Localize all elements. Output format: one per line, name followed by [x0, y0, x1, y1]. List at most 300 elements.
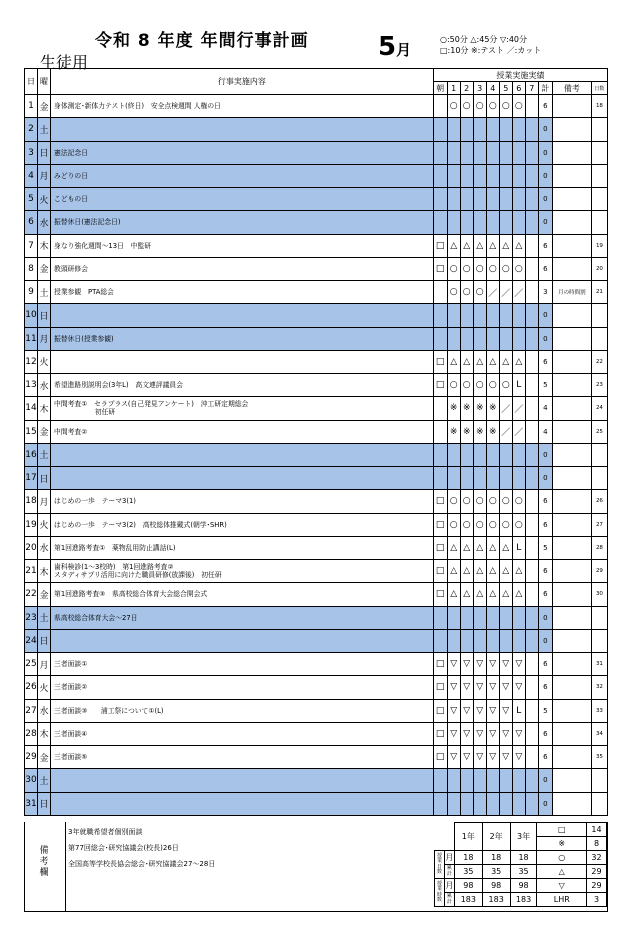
morning-mark: □: [433, 583, 447, 606]
period-mark: ※: [447, 420, 460, 443]
morning-mark: □: [433, 722, 447, 745]
event-text: [51, 304, 434, 327]
period-mark: [486, 792, 499, 815]
weekday: 土: [38, 443, 51, 466]
day-number: 2: [25, 118, 38, 141]
day-count: 19: [591, 234, 607, 257]
morning-mark: □: [433, 374, 447, 397]
period-mark: [486, 164, 499, 187]
period-mark: ○: [486, 374, 499, 397]
remark: [552, 304, 591, 327]
event-text: 教頭研修会: [51, 257, 434, 280]
day-number: 31: [25, 792, 38, 815]
morning-mark: [433, 443, 447, 466]
period-total: 6: [538, 676, 552, 699]
period-total: 0: [538, 211, 552, 234]
stats-symbol-count: 29: [587, 879, 607, 893]
period-mark: ▽: [460, 722, 473, 745]
table-row: [25, 141, 608, 164]
period-mark: [473, 164, 486, 187]
stats-cumulative-label: 累計: [444, 893, 454, 907]
day-number: 14: [25, 397, 38, 420]
remark: [552, 629, 591, 652]
stats-days-cum-2: 35: [482, 865, 510, 879]
event-text: 中間考査②: [51, 420, 434, 443]
header-classes-group: 授業実施実績: [433, 69, 607, 82]
weekday: 月: [38, 653, 51, 676]
stats-days-month-3: 18: [510, 851, 537, 865]
period-mark: [499, 629, 512, 652]
table-row: [25, 234, 608, 257]
period-mark: [525, 583, 538, 606]
period-mark: △: [499, 234, 512, 257]
period-mark: [486, 188, 499, 211]
period-mark: [525, 769, 538, 792]
period-mark: [486, 769, 499, 792]
period-mark: ▽: [486, 699, 499, 722]
remark: [552, 374, 591, 397]
weekday: 木: [38, 397, 51, 420]
remark: [552, 234, 591, 257]
page-title: 令和 8 年度 年間行事計画: [95, 31, 309, 51]
period-total: 0: [538, 606, 552, 629]
event-text: 三者面談②: [51, 676, 434, 699]
period-mark: ／: [499, 420, 512, 443]
stats-symbol: □: [537, 823, 587, 837]
period-total: 5: [538, 374, 552, 397]
remark: [552, 467, 591, 490]
period-mark: △: [460, 560, 473, 583]
morning-mark: □: [433, 676, 447, 699]
header-day-count: 日数: [591, 82, 607, 95]
period-mark: [525, 536, 538, 559]
period-mark: ○: [512, 513, 525, 536]
remark: [552, 769, 591, 792]
remark: [552, 327, 591, 350]
day-number: 1: [25, 95, 38, 118]
period-mark: [499, 443, 512, 466]
day-count: 31: [591, 653, 607, 676]
month-label: [378, 32, 411, 62]
morning-mark: □: [433, 490, 447, 513]
event-text: [51, 769, 434, 792]
period-total: 5: [538, 536, 552, 559]
day-count: [591, 792, 607, 815]
period-total: 6: [538, 560, 552, 583]
period-mark: ▽: [473, 676, 486, 699]
period-mark: ／: [499, 397, 512, 420]
weekday: 水: [38, 699, 51, 722]
day-number: 23: [25, 606, 38, 629]
period-mark: ▽: [512, 676, 525, 699]
morning-mark: [433, 281, 447, 304]
period-mark: ○: [473, 490, 486, 513]
period-mark: [460, 118, 473, 141]
period-total: 6: [538, 350, 552, 373]
period-mark: [525, 676, 538, 699]
remark: [552, 699, 591, 722]
period-mark: ○: [460, 281, 473, 304]
period-mark: [525, 164, 538, 187]
header-period-7: 7: [525, 82, 538, 95]
period-mark: ▽: [499, 746, 512, 769]
period-mark: ○: [486, 95, 499, 118]
period-total: 5: [538, 699, 552, 722]
period-total: 0: [538, 304, 552, 327]
day-number: 30: [25, 769, 38, 792]
period-mark: [499, 304, 512, 327]
day-number: 9: [25, 281, 38, 304]
table-row: [25, 467, 608, 490]
weekday: 土: [38, 118, 51, 141]
stats-table: [434, 822, 607, 907]
period-mark: [460, 304, 473, 327]
period-mark: [447, 188, 460, 211]
weekday: 火: [38, 513, 51, 536]
table-row: [25, 281, 608, 304]
period-mark: [499, 606, 512, 629]
month-unit: 月: [396, 41, 412, 59]
period-total: 0: [538, 792, 552, 815]
period-mark: [447, 769, 460, 792]
period-mark: [447, 629, 460, 652]
period-mark: [473, 304, 486, 327]
period-total: 6: [538, 234, 552, 257]
period-mark: [447, 141, 460, 164]
period-mark: ▽: [447, 722, 460, 745]
period-mark: ※: [460, 420, 473, 443]
remark: [552, 141, 591, 164]
event-text: 三者面談④: [51, 722, 434, 745]
weekday: 日: [38, 304, 51, 327]
remarks-label-cell: [25, 822, 66, 911]
period-mark: ○: [447, 257, 460, 280]
remarks-notes: [68, 824, 215, 872]
morning-mark: □: [433, 536, 447, 559]
period-mark: △: [486, 583, 499, 606]
period-mark: [460, 141, 473, 164]
period-mark: [473, 606, 486, 629]
period-mark: ▽: [512, 722, 525, 745]
remark: 月の時間割: [552, 281, 591, 304]
stats-cumulative-label: 累計: [444, 865, 454, 879]
stats-symbol: ○: [537, 851, 587, 865]
period-mark: ▽: [512, 746, 525, 769]
morning-mark: [433, 467, 447, 490]
header-period-5: 5: [499, 82, 512, 95]
period-mark: ○: [512, 257, 525, 280]
period-mark: [512, 141, 525, 164]
event-text: [51, 629, 434, 652]
header-period-6: 6: [512, 82, 525, 95]
legend-line-2: □:10分 ※:テスト ／:カット: [440, 46, 542, 55]
period-mark: △: [473, 234, 486, 257]
day-number: 24: [25, 629, 38, 652]
day-count: [591, 164, 607, 187]
period-mark: [447, 792, 460, 815]
weekday: 金: [38, 95, 51, 118]
stats-symbol: △: [537, 865, 587, 879]
period-mark: ▽: [512, 653, 525, 676]
header-weekday: 曜: [38, 69, 51, 95]
morning-mark: [433, 95, 447, 118]
event-text: 中間考査① セラプラス(自己発見アンケート) 沖工研定期総会 初任研: [51, 397, 434, 420]
stats-hours-month-3: 98: [510, 879, 537, 893]
period-mark: [460, 467, 473, 490]
weekday: 木: [38, 722, 51, 745]
table-row: [25, 560, 608, 583]
table-row: [25, 583, 608, 606]
period-total: 0: [538, 164, 552, 187]
morning-mark: [433, 769, 447, 792]
period-mark: △: [460, 234, 473, 257]
period-mark: ※: [486, 397, 499, 420]
event-text: [51, 467, 434, 490]
table-row: [25, 443, 608, 466]
period-mark: [512, 769, 525, 792]
stats-symbol: ▽: [537, 879, 587, 893]
remark: [552, 211, 591, 234]
period-mark: ／: [512, 420, 525, 443]
period-mark: ○: [473, 257, 486, 280]
weekday: 金: [38, 583, 51, 606]
period-mark: [447, 606, 460, 629]
event-text: 第1回進路考査③ 県高校総合体育大会総合開会式: [51, 583, 434, 606]
weekday: 木: [38, 234, 51, 257]
period-mark: ▽: [473, 653, 486, 676]
remark: [552, 722, 591, 745]
event-text: 三者面談③ 浦工祭について①(L): [51, 699, 434, 722]
header-period-3: 3: [473, 82, 486, 95]
period-mark: ※: [473, 420, 486, 443]
weekday: 土: [38, 606, 51, 629]
table-row: [25, 95, 608, 118]
stats-grade-3: 3年: [510, 823, 537, 851]
period-mark: ▽: [499, 699, 512, 722]
period-total: 6: [538, 95, 552, 118]
event-text: 希望進路別説明会(3年L) 高文連評議員会: [51, 374, 434, 397]
table-row: [25, 257, 608, 280]
table-row: [25, 513, 608, 536]
period-mark: [486, 629, 499, 652]
period-mark: [499, 164, 512, 187]
remark: [552, 746, 591, 769]
period-mark: [525, 397, 538, 420]
morning-mark: [433, 397, 447, 420]
day-number: 20: [25, 536, 38, 559]
table-row: [25, 397, 608, 420]
table-row: [25, 350, 608, 373]
day-count: [591, 188, 607, 211]
event-text: 三者面談①: [51, 653, 434, 676]
period-mark: [460, 443, 473, 466]
event-text: [51, 118, 434, 141]
stats-corner: [435, 823, 455, 851]
weekday: 金: [38, 746, 51, 769]
weekday: 金: [38, 420, 51, 443]
stats-grade-1: 1年: [454, 823, 482, 851]
period-mark: [525, 257, 538, 280]
day-number: 7: [25, 234, 38, 257]
period-mark: ▽: [473, 699, 486, 722]
period-mark: [499, 769, 512, 792]
period-mark: [499, 211, 512, 234]
period-mark: [473, 769, 486, 792]
remark: [552, 164, 591, 187]
stats-symbol: ※: [537, 837, 587, 851]
day-count: 20: [591, 257, 607, 280]
weekday: 木: [38, 560, 51, 583]
stats-symbol-count: 8: [587, 837, 607, 851]
event-text: 振替休日(憲法記念日): [51, 211, 434, 234]
period-mark: ○: [473, 513, 486, 536]
weekday: 火: [38, 188, 51, 211]
morning-mark: □: [433, 513, 447, 536]
event-text: こどもの日: [51, 188, 434, 211]
period-mark: ○: [512, 490, 525, 513]
period-mark: ○: [499, 513, 512, 536]
stats-hours-cum-1: 183: [454, 893, 482, 907]
period-mark: △: [512, 560, 525, 583]
stats-symbol-count: 32: [587, 851, 607, 865]
period-mark: [447, 118, 460, 141]
weekday: 水: [38, 374, 51, 397]
period-mark: △: [447, 350, 460, 373]
weekday: 水: [38, 211, 51, 234]
period-total: 0: [538, 467, 552, 490]
day-number: 26: [25, 676, 38, 699]
stats-symbol-count: 14: [587, 823, 607, 837]
period-mark: △: [460, 536, 473, 559]
stats-days-month-1: 18: [454, 851, 482, 865]
period-mark: △: [499, 536, 512, 559]
period-mark: ※: [486, 420, 499, 443]
morning-mark: □: [433, 350, 447, 373]
stats-days-cum-3: 35: [510, 865, 537, 879]
period-mark: [525, 350, 538, 373]
period-mark: ○: [460, 257, 473, 280]
period-mark: [473, 792, 486, 815]
remarks-footer: [24, 822, 608, 912]
day-count: [591, 327, 607, 350]
day-count: [591, 304, 607, 327]
weekday: 月: [38, 327, 51, 350]
period-mark: [525, 304, 538, 327]
period-mark: [486, 211, 499, 234]
header-morning: 朝: [433, 82, 447, 95]
period-mark: [473, 467, 486, 490]
period-mark: △: [473, 560, 486, 583]
day-number: 6: [25, 211, 38, 234]
stats-symbol-count: 3: [587, 893, 607, 907]
period-mark: [512, 629, 525, 652]
table-row: [25, 304, 608, 327]
day-count: 24: [591, 397, 607, 420]
remark: [552, 490, 591, 513]
remark: [552, 118, 591, 141]
event-text: 振替休日(授業参観): [51, 327, 434, 350]
period-mark: ▽: [486, 676, 499, 699]
header-period-1: 1: [447, 82, 460, 95]
table-row: [25, 490, 608, 513]
period-mark: ▽: [447, 699, 460, 722]
stats-hours-month-2: 98: [482, 879, 510, 893]
period-mark: ▽: [486, 722, 499, 745]
event-text: [51, 443, 434, 466]
period-mark: [525, 443, 538, 466]
period-total: 0: [538, 769, 552, 792]
day-count: 27: [591, 513, 607, 536]
period-mark: △: [499, 350, 512, 373]
period-mark: △: [486, 560, 499, 583]
period-mark: ▽: [447, 676, 460, 699]
period-mark: [447, 211, 460, 234]
table-row: [25, 374, 608, 397]
period-mark: ○: [499, 95, 512, 118]
period-mark: [499, 118, 512, 141]
day-number: 22: [25, 583, 38, 606]
period-mark: [512, 327, 525, 350]
morning-mark: [433, 304, 447, 327]
period-total: 0: [538, 118, 552, 141]
day-count: 22: [591, 350, 607, 373]
period-mark: [525, 792, 538, 815]
morning-mark: □: [433, 560, 447, 583]
stats-hours-cum-3: 183: [510, 893, 537, 907]
period-mark: [460, 211, 473, 234]
period-mark: L: [512, 536, 525, 559]
period-mark: ○: [499, 374, 512, 397]
day-number: 10: [25, 304, 38, 327]
period-mark: [525, 722, 538, 745]
period-mark: ○: [447, 95, 460, 118]
period-mark: [486, 304, 499, 327]
day-number: 5: [25, 188, 38, 211]
period-mark: ○: [473, 281, 486, 304]
day-number: 19: [25, 513, 38, 536]
period-mark: [525, 490, 538, 513]
morning-mark: [433, 792, 447, 815]
period-mark: △: [499, 583, 512, 606]
morning-mark: [433, 164, 447, 187]
event-text: 歯科検診(1～3校時) 第1回進路考査② スタディサプリ活用に向けた職員研修(放課後) 初任研: [51, 560, 434, 583]
period-mark: [447, 164, 460, 187]
event-text: はじめの一歩 テーマ3(1): [51, 490, 434, 513]
day-number: 28: [25, 722, 38, 745]
period-total: 6: [538, 513, 552, 536]
period-mark: ○: [473, 95, 486, 118]
symbol-legend: [440, 34, 541, 56]
period-total: 0: [538, 141, 552, 164]
weekday: 日: [38, 467, 51, 490]
period-mark: [473, 327, 486, 350]
period-mark: [525, 374, 538, 397]
period-mark: ▽: [460, 746, 473, 769]
table-row: [25, 629, 608, 652]
period-mark: [460, 629, 473, 652]
period-mark: [525, 699, 538, 722]
event-text: 三者面談⑤: [51, 746, 434, 769]
period-mark: [447, 467, 460, 490]
remark: [552, 397, 591, 420]
day-count: [591, 211, 607, 234]
period-mark: ▽: [447, 746, 460, 769]
period-total: 0: [538, 327, 552, 350]
day-count: 28: [591, 536, 607, 559]
morning-mark: [433, 118, 447, 141]
period-mark: ▽: [460, 676, 473, 699]
period-mark: △: [460, 350, 473, 373]
